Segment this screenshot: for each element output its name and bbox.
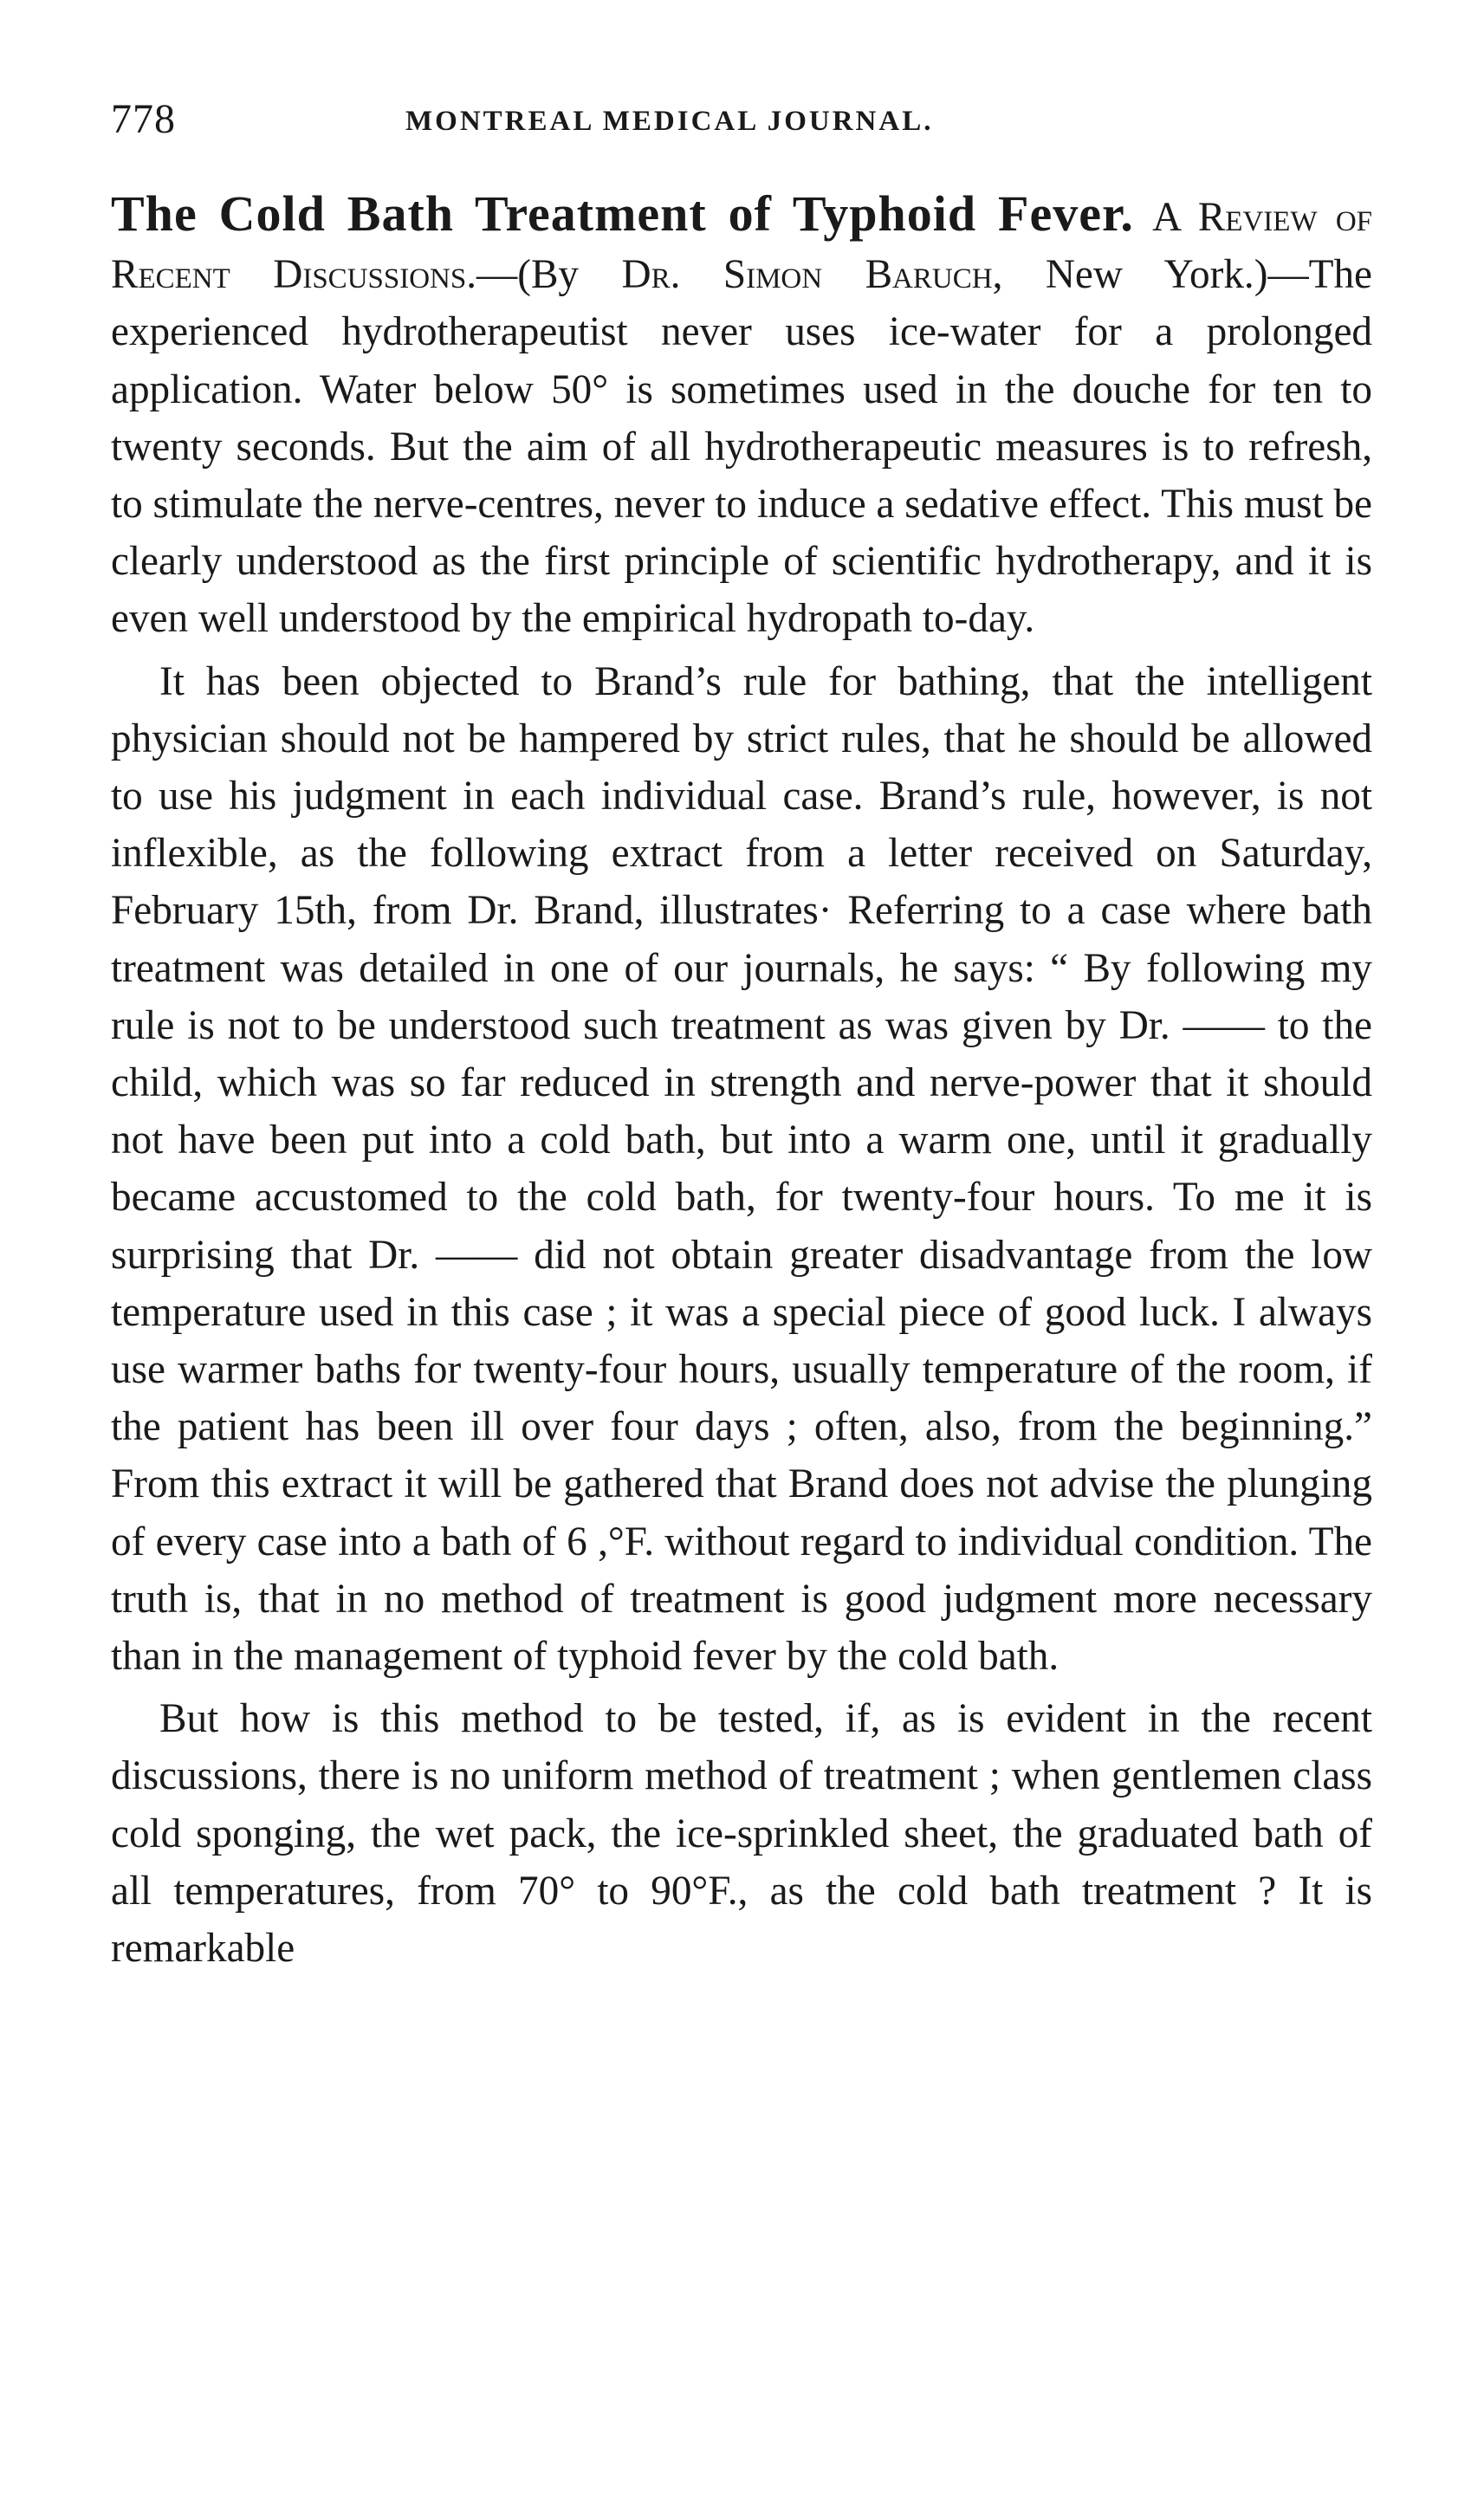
byline-close: , New York.)—	[992, 252, 1309, 298]
article-title: The Cold Bath Treatment of Typhoid Fever.	[111, 185, 1134, 242]
article-body	[111, 185, 1372, 2412]
article-subtitle: A Review of Recent Discussions.	[111, 195, 1373, 298]
running-header	[111, 94, 1372, 146]
paragraph-3: But how is this method to be tested, if, as is evident in the recent discussions, there is no uniform method of treatment ; when gentlemen class cold sponging, the wet pack, the ice-sprinkled sheet, the graduated bath of all temperatures, from 70° to 90°F., as the cold bath treatment ? It is remarkable	[111, 1696, 1372, 1972]
journal-title: MONTREAL MEDICAL JOURNAL.	[405, 106, 934, 137]
byline-open: —(By	[476, 252, 622, 298]
paragraph-1-body: The experienced hydrotherapeutist never uses ice-water for a prolonged application. Water below 50° is sometimes used in the douche for ten to twenty seconds. But the aim of all hydrotherapeutic measures is to refresh, to stimulate the nerve-centres, never to induce a sedative effect. This must be clearly understood as the first principle of scientific hydrotherapy, and it is even well understood by the empirical hydropath to-day.	[111, 252, 1373, 642]
paragraph-2: It has been objected to Brand’s rule for bathing, that the intelligent physician should not be hampered by strict rules, that he should be allowed to use his judgment in each individual case. Brand’s rule, however, is not inflexible, as the following extract from a letter received on Saturday, February 15th, from Dr. Brand, illustrates· Referring to a case where bath treatment was detailed in one of our journals, he says: “ By following my rule is not to be understood such treatment as was given by Dr. —— to the child, which was so far reduced in strength and nerve-power that it should not have been put into a cold bath, but into a warm one, until it gradually became accustomed to the cold bath, for twenty-four hours. To me it is surprising that Dr. —— did not obtain greater disadvantage from the low temperature used in this case ; it was a special piece of good luck. I always use warmer baths for twenty-four hours, usually temperature of the room, if the patient has been ill over four days ; often, also, from the beginning.” From this extract it will be gathered that Brand does not advise the plunging of every case into a bath of 6 ,°F. without regard to individual condition. The truth is, that in no method of treatment is good judgment more necessary than in the management of typhoid fever by the cold bath.	[111, 658, 1372, 1680]
paragraph-1	[111, 185, 1372, 648]
page-number: 778	[111, 96, 176, 142]
author-name: Dr. Simon Baruch	[621, 252, 993, 298]
